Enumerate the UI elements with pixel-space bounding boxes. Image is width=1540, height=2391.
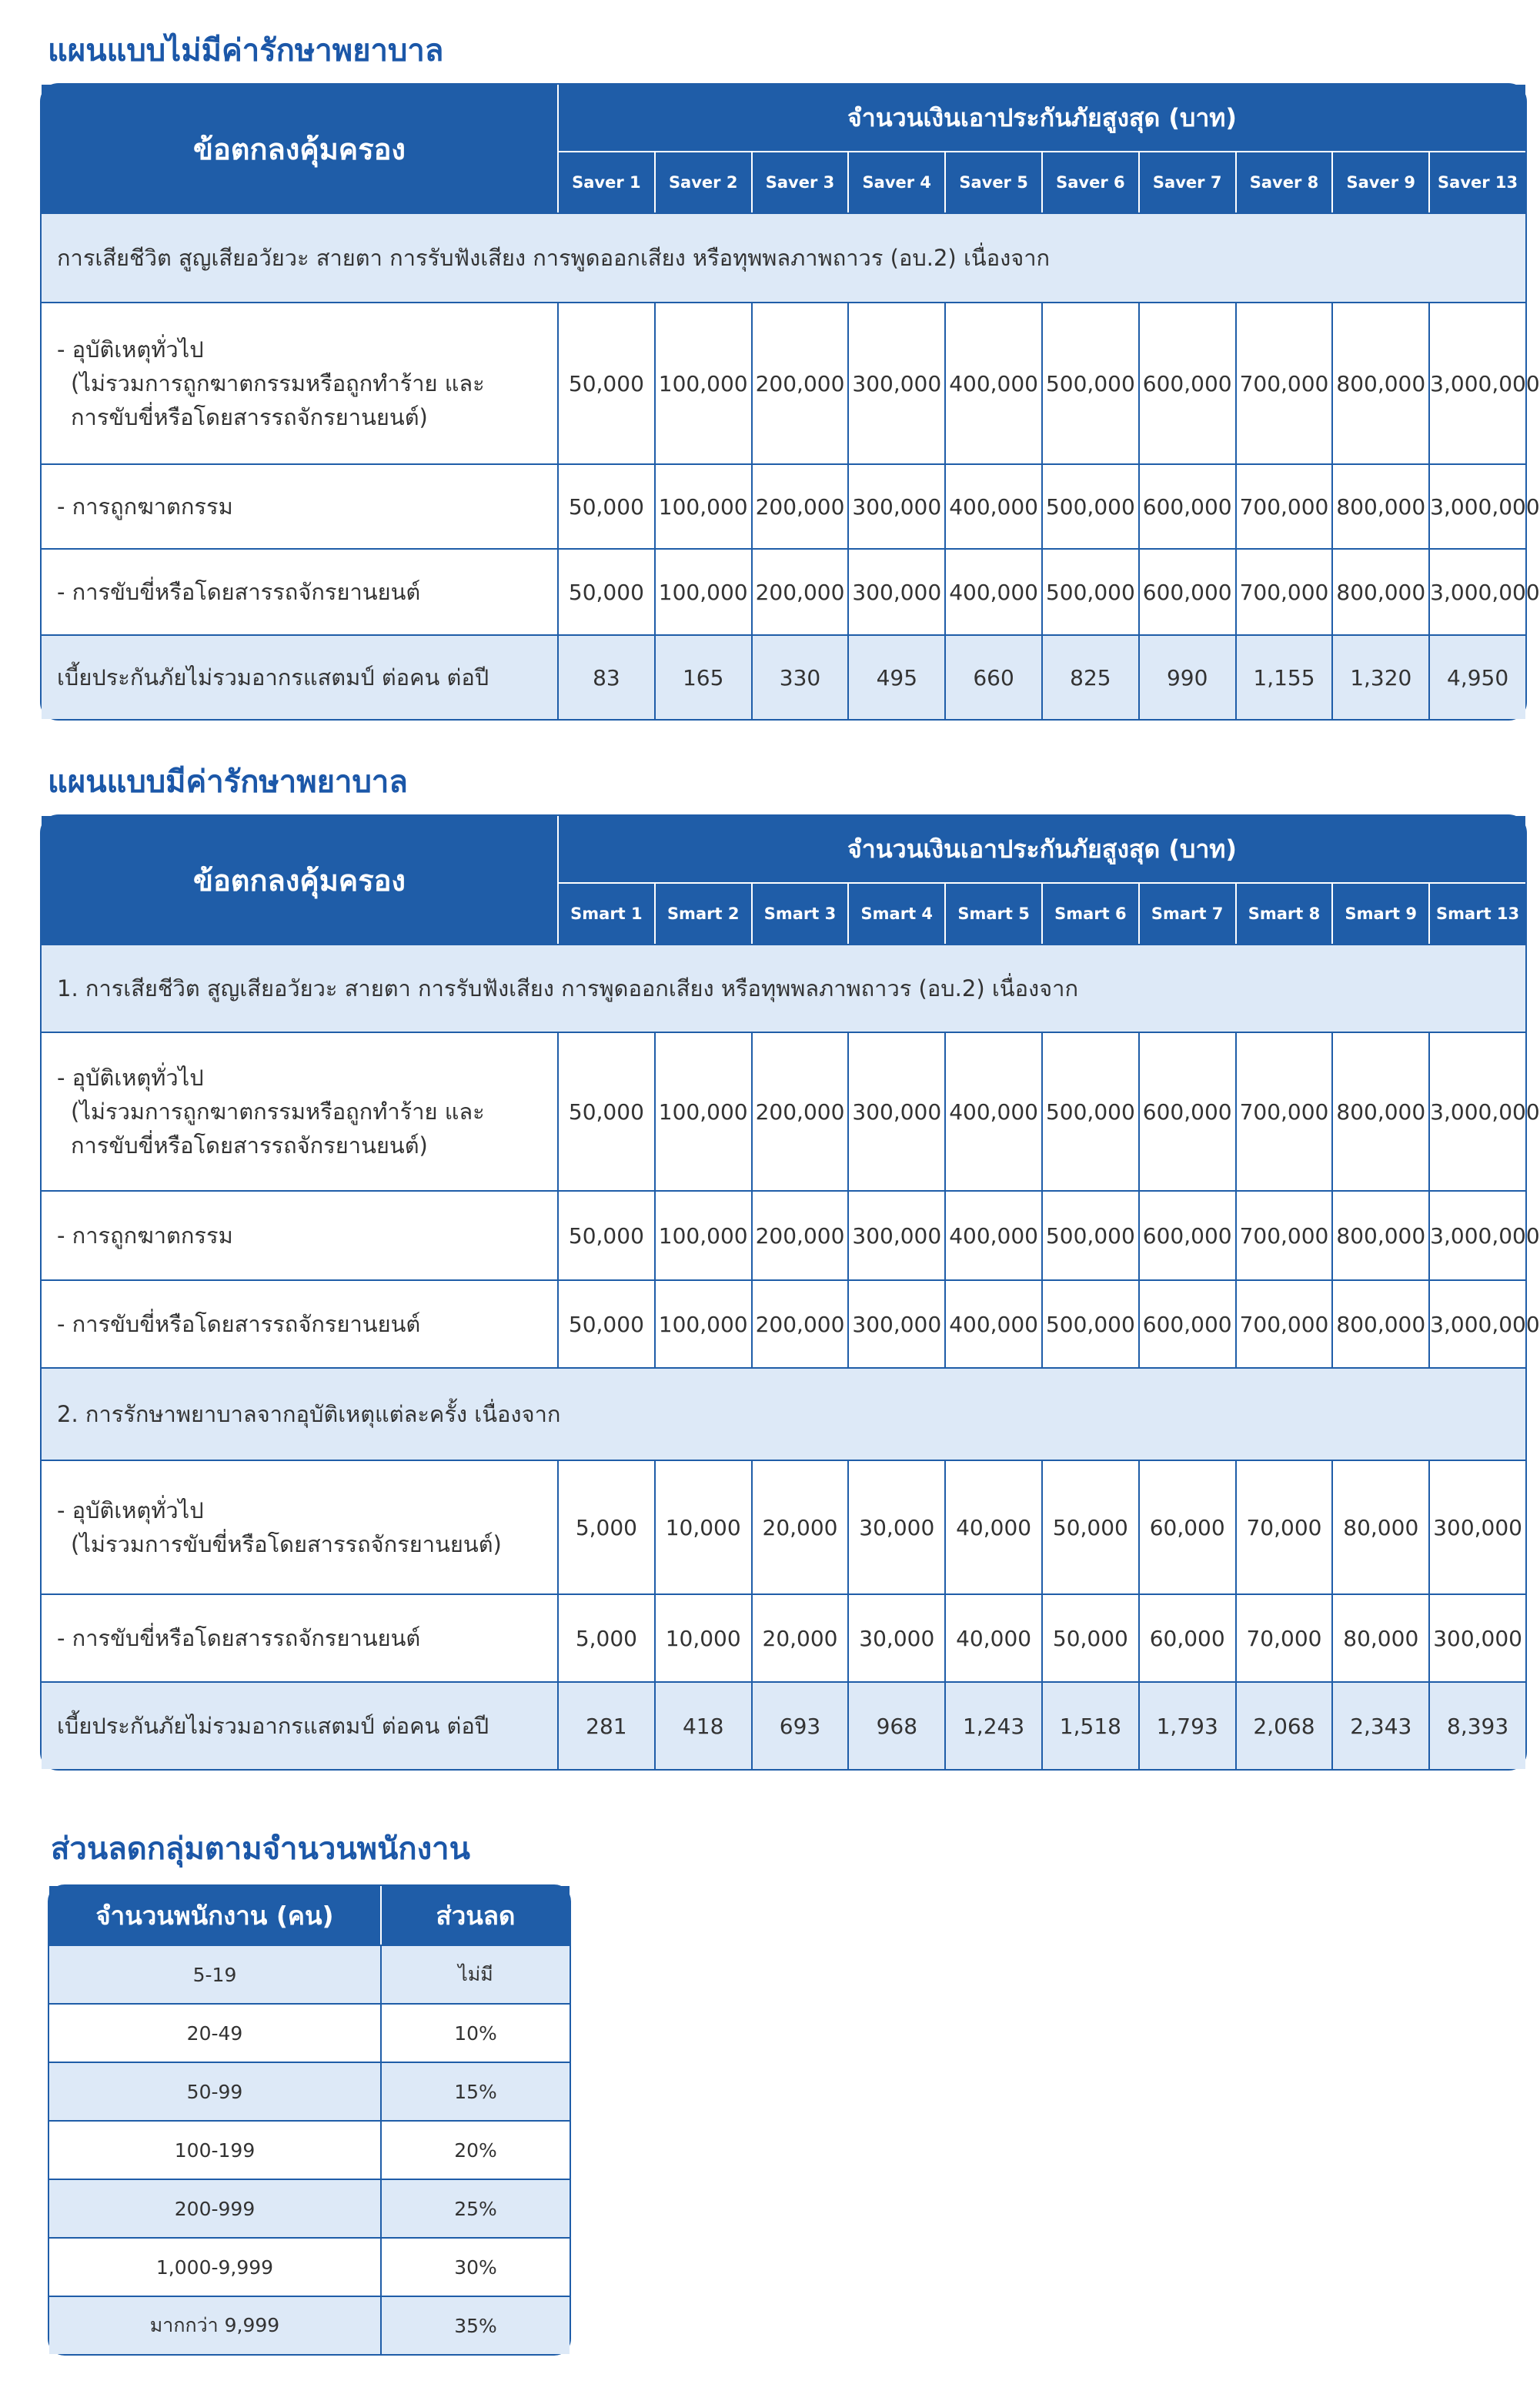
value-cell: 50,000 xyxy=(1041,1593,1138,1681)
value-cell: 20,000 xyxy=(751,1593,848,1681)
value-cell: 200,000 xyxy=(751,1032,848,1190)
value-cell: 700,000 xyxy=(1235,1279,1332,1367)
value-cell: 70,000 xyxy=(1235,1460,1332,1593)
value-cell: 200,000 xyxy=(751,1279,848,1367)
value-cell: 300,000 xyxy=(847,302,944,463)
premium-cell: 1,793 xyxy=(1138,1681,1235,1769)
value-cell: 70,000 xyxy=(1235,1593,1332,1681)
value-cell: 3,000,000 xyxy=(1428,548,1525,634)
employee-range: 5-19 xyxy=(49,1945,380,2003)
value-cell: 300,000 xyxy=(1428,1460,1525,1593)
value-cell: 3,000,000 xyxy=(1428,1032,1525,1190)
premium-row xyxy=(42,634,1525,719)
employee-range: 100-199 xyxy=(49,2120,380,2179)
value-cell: 200,000 xyxy=(751,302,848,463)
value-cell: 5,000 xyxy=(557,1460,654,1593)
value-cell: 400,000 xyxy=(944,548,1041,634)
table-row xyxy=(42,548,1525,634)
row-label-note: การขับขี่หรือโดยสารรถจักรยานยนต์) xyxy=(71,1132,428,1159)
value-cell: 300,000 xyxy=(847,1190,944,1279)
value-cell: 200,000 xyxy=(751,1190,848,1279)
row-label-main: - อุบัติเหตุทั่วไป xyxy=(57,1497,204,1523)
row-label xyxy=(42,1032,557,1190)
premium-cell: 2,068 xyxy=(1235,1681,1332,1769)
value-cell: 50,000 xyxy=(557,463,654,548)
plan-header: Saver 1 xyxy=(557,152,654,212)
plan1-title: แผนแบบไม่มีค่ารักษาพยาบาล xyxy=(48,33,444,69)
premium-cell: 165 xyxy=(654,634,751,719)
table-row xyxy=(42,1190,1525,1279)
table-row xyxy=(49,1945,570,2003)
premium-row xyxy=(42,1681,1525,1769)
table-row xyxy=(42,1279,1525,1367)
premium-cell: 660 xyxy=(944,634,1041,719)
plan-header: Saver 8 xyxy=(1235,152,1332,212)
premium-cell: 1,320 xyxy=(1331,634,1428,719)
value-cell: 400,000 xyxy=(944,1032,1041,1190)
premium-cell: 693 xyxy=(751,1681,848,1769)
plan-header: Saver 13 xyxy=(1428,152,1525,212)
value-cell: 80,000 xyxy=(1331,1593,1428,1681)
value-cell: 800,000 xyxy=(1331,1279,1428,1367)
table-row xyxy=(42,302,1525,463)
value-cell: 700,000 xyxy=(1235,302,1332,463)
premium-cell: 281 xyxy=(557,1681,654,1769)
premium-cell: 495 xyxy=(847,634,944,719)
value-cell: 700,000 xyxy=(1235,1032,1332,1190)
value-cell: 600,000 xyxy=(1138,302,1235,463)
value-cell: 800,000 xyxy=(1331,1190,1428,1279)
row-label: - การขับขี่หรือโดยสารรถจักรยานยนต์ xyxy=(42,548,557,634)
value-cell: 400,000 xyxy=(944,1190,1041,1279)
value-cell: 600,000 xyxy=(1138,1279,1235,1367)
plan-header: Smart 7 xyxy=(1138,884,1235,944)
value-cell: 800,000 xyxy=(1331,548,1428,634)
plan2-title: แผนแบบมีค่ารักษาพยาบาล xyxy=(48,764,408,800)
table-row xyxy=(42,1460,1525,1593)
premium-label: เบี้ยประกันภัยไม่รวมอากรแสตมป์ ต่อคน ต่อปี xyxy=(42,1681,557,1769)
table-row xyxy=(49,2120,570,2179)
value-cell: 3,000,000 xyxy=(1428,1190,1525,1279)
value-cell: 300,000 xyxy=(847,1032,944,1190)
plan1-table xyxy=(40,83,1540,721)
value-cell: 800,000 xyxy=(1331,1032,1428,1190)
employee-range: 200-999 xyxy=(49,2179,380,2237)
value-cell: 10,000 xyxy=(654,1460,751,1593)
value-cell: 100,000 xyxy=(654,1190,751,1279)
value-cell: 50,000 xyxy=(557,548,654,634)
value-cell: 5,000 xyxy=(557,1593,654,1681)
value-cell: 20,000 xyxy=(751,1460,848,1593)
plan-header: Saver 2 xyxy=(654,152,751,212)
plan-header: Smart 2 xyxy=(654,884,751,944)
value-cell: 100,000 xyxy=(654,548,751,634)
discount-value: 20% xyxy=(380,2120,570,2179)
coverage-group-heading: 1. การเสียชีวิต สูญเสียอวัยวะ สายตา การรับฟังเสียง การพูดออกเสียง หรือทุพพลภาพถาวร (อบ.2) เนื่องจาก xyxy=(42,944,1525,1032)
coverage-header: ข้อตกลงคุ้มครอง xyxy=(42,816,557,944)
value-cell: 30,000 xyxy=(847,1460,944,1593)
row-label-main: - อุบัติเหตุทั่วไป xyxy=(57,1065,204,1091)
plan-header: Smart 5 xyxy=(944,884,1041,944)
value-cell: 400,000 xyxy=(944,463,1041,548)
row-label: - การขับขี่หรือโดยสารรถจักรยานยนต์ xyxy=(42,1593,557,1681)
plan-header: Saver 6 xyxy=(1041,152,1138,212)
value-cell: 60,000 xyxy=(1138,1460,1235,1593)
row-label-note: (ไม่รวมการถูกฆาตกรรมหรือถูกทำร้าย และ xyxy=(71,1099,485,1125)
value-cell: 100,000 xyxy=(654,1279,751,1367)
value-cell: 600,000 xyxy=(1138,1032,1235,1190)
value-cell: 50,000 xyxy=(1041,1460,1138,1593)
row-label-note: (ไม่รวมการถูกฆาตกรรมหรือถูกทำร้าย และ xyxy=(71,370,485,396)
value-cell: 100,000 xyxy=(654,1032,751,1190)
table-row xyxy=(49,2179,570,2237)
plan-header: Smart 1 xyxy=(557,884,654,944)
plan-header: Smart 8 xyxy=(1235,884,1332,944)
employee-range: มากกว่า 9,999 xyxy=(49,2296,380,2354)
value-cell: 500,000 xyxy=(1041,548,1138,634)
value-cell: 300,000 xyxy=(1428,1593,1525,1681)
plan-header: Smart 4 xyxy=(847,884,944,944)
sum-insured-header: จำนวนเงินเอาประกันภัยสูงสุด (บาท) xyxy=(557,85,1525,152)
table-row xyxy=(49,2296,570,2354)
value-cell: 300,000 xyxy=(847,1279,944,1367)
table-row xyxy=(49,2003,570,2062)
value-cell: 80,000 xyxy=(1331,1460,1428,1593)
value-cell: 50,000 xyxy=(557,1032,654,1190)
discount-value: ไม่มี xyxy=(380,1945,570,2003)
value-cell: 600,000 xyxy=(1138,463,1235,548)
value-cell: 700,000 xyxy=(1235,548,1332,634)
premium-cell: 990 xyxy=(1138,634,1235,719)
value-cell: 700,000 xyxy=(1235,1190,1332,1279)
table-row xyxy=(42,463,1525,548)
discount-value: 30% xyxy=(380,2237,570,2296)
value-cell: 30,000 xyxy=(847,1593,944,1681)
discount-value: 10% xyxy=(380,2003,570,2062)
plan-header: Saver 4 xyxy=(847,152,944,212)
row-label xyxy=(42,1460,557,1593)
row-label: - การถูกฆาตกรรม xyxy=(42,463,557,548)
premium-cell: 418 xyxy=(654,1681,751,1769)
employee-range: 1,000-9,999 xyxy=(49,2237,380,2296)
row-label xyxy=(42,302,557,463)
value-cell: 50,000 xyxy=(557,1190,654,1279)
row-label-note: การขับขี่หรือโดยสารรถจักรยานยนต์) xyxy=(71,404,428,430)
discount-value: 35% xyxy=(380,2296,570,2354)
discount-table xyxy=(48,1884,571,2356)
employees-header: จำนวนพนักงาน (คน) xyxy=(49,1886,380,1945)
plan-header: Smart 6 xyxy=(1041,884,1138,944)
premium-cell: 1,518 xyxy=(1041,1681,1138,1769)
value-cell: 500,000 xyxy=(1041,1032,1138,1190)
discount-value: 25% xyxy=(380,2179,570,2237)
value-cell: 3,000,000 xyxy=(1428,463,1525,548)
plan-header: Saver 3 xyxy=(751,152,848,212)
premium-cell: 1,155 xyxy=(1235,634,1332,719)
value-cell: 10,000 xyxy=(654,1593,751,1681)
table-row xyxy=(49,2062,570,2120)
value-cell: 40,000 xyxy=(944,1593,1041,1681)
table-row xyxy=(49,2237,570,2296)
premium-cell: 2,343 xyxy=(1331,1681,1428,1769)
value-cell: 700,000 xyxy=(1235,463,1332,548)
value-cell: 500,000 xyxy=(1041,1279,1138,1367)
premium-cell: 1,243 xyxy=(944,1681,1041,1769)
premium-cell: 330 xyxy=(751,634,848,719)
row-label-main: - อุบัติเหตุทั่วไป xyxy=(57,336,204,363)
discount-title: ส่วนลดกลุ่มตามจำนวนพนักงาน xyxy=(51,1831,470,1867)
premium-cell: 4,950 xyxy=(1428,634,1525,719)
plan2-table xyxy=(40,814,1540,1771)
employee-range: 50-99 xyxy=(49,2062,380,2120)
premium-cell: 83 xyxy=(557,634,654,719)
value-cell: 60,000 xyxy=(1138,1593,1235,1681)
value-cell: 100,000 xyxy=(654,302,751,463)
row-label: - การถูกฆาตกรรม xyxy=(42,1190,557,1279)
value-cell: 200,000 xyxy=(751,548,848,634)
coverage-group-heading: การเสียชีวิต สูญเสียอวัยวะ สายตา การรับฟังเสียง การพูดออกเสียง หรือทุพพลภาพถาวร (อบ.2) เนื่องจาก xyxy=(42,212,1525,302)
value-cell: 800,000 xyxy=(1331,302,1428,463)
value-cell: 100,000 xyxy=(654,463,751,548)
discount-value: 15% xyxy=(380,2062,570,2120)
plan-header: Saver 7 xyxy=(1138,152,1235,212)
value-cell: 400,000 xyxy=(944,1279,1041,1367)
value-cell: 200,000 xyxy=(751,463,848,548)
coverage-header: ข้อตกลงคุ้มครอง xyxy=(42,85,557,212)
value-cell: 40,000 xyxy=(944,1460,1041,1593)
premium-label: เบี้ยประกันภัยไม่รวมอากรแสตมป์ ต่อคน ต่อปี xyxy=(42,634,557,719)
row-label-note: (ไม่รวมการขับขี่หรือโดยสารรถจักรยานยนต์) xyxy=(71,1531,502,1557)
value-cell: 300,000 xyxy=(847,463,944,548)
value-cell: 400,000 xyxy=(944,302,1041,463)
plan-header: Saver 9 xyxy=(1331,152,1428,212)
employee-range: 20-49 xyxy=(49,2003,380,2062)
value-cell: 600,000 xyxy=(1138,1190,1235,1279)
value-cell: 3,000,000 xyxy=(1428,302,1525,463)
value-cell: 50,000 xyxy=(557,1279,654,1367)
premium-cell: 825 xyxy=(1041,634,1138,719)
value-cell: 50,000 xyxy=(557,302,654,463)
value-cell: 300,000 xyxy=(847,548,944,634)
table-row xyxy=(42,1593,1525,1681)
value-cell: 500,000 xyxy=(1041,302,1138,463)
discount-header-row xyxy=(49,1886,570,1945)
value-cell: 800,000 xyxy=(1331,463,1428,548)
plan-header: Saver 5 xyxy=(944,152,1041,212)
row-label: - การขับขี่หรือโดยสารรถจักรยานยนต์ xyxy=(42,1279,557,1367)
coverage-group-heading: 2. การรักษาพยาบาลจากอุบัติเหตุแต่ละครั้ง เนื่องจาก xyxy=(42,1367,1525,1460)
plan-header: Smart 3 xyxy=(751,884,848,944)
discount-header: ส่วนลด xyxy=(380,1886,570,1945)
premium-cell: 968 xyxy=(847,1681,944,1769)
value-cell: 500,000 xyxy=(1041,463,1138,548)
value-cell: 500,000 xyxy=(1041,1190,1138,1279)
table-row xyxy=(42,1032,1525,1190)
plan-header: Smart 13 xyxy=(1428,884,1525,944)
value-cell: 600,000 xyxy=(1138,548,1235,634)
plan-header: Smart 9 xyxy=(1331,884,1428,944)
sum-insured-header: จำนวนเงินเอาประกันภัยสูงสุด (บาท) xyxy=(557,816,1525,884)
premium-cell: 8,393 xyxy=(1428,1681,1525,1769)
value-cell: 3,000,000 xyxy=(1428,1279,1525,1367)
